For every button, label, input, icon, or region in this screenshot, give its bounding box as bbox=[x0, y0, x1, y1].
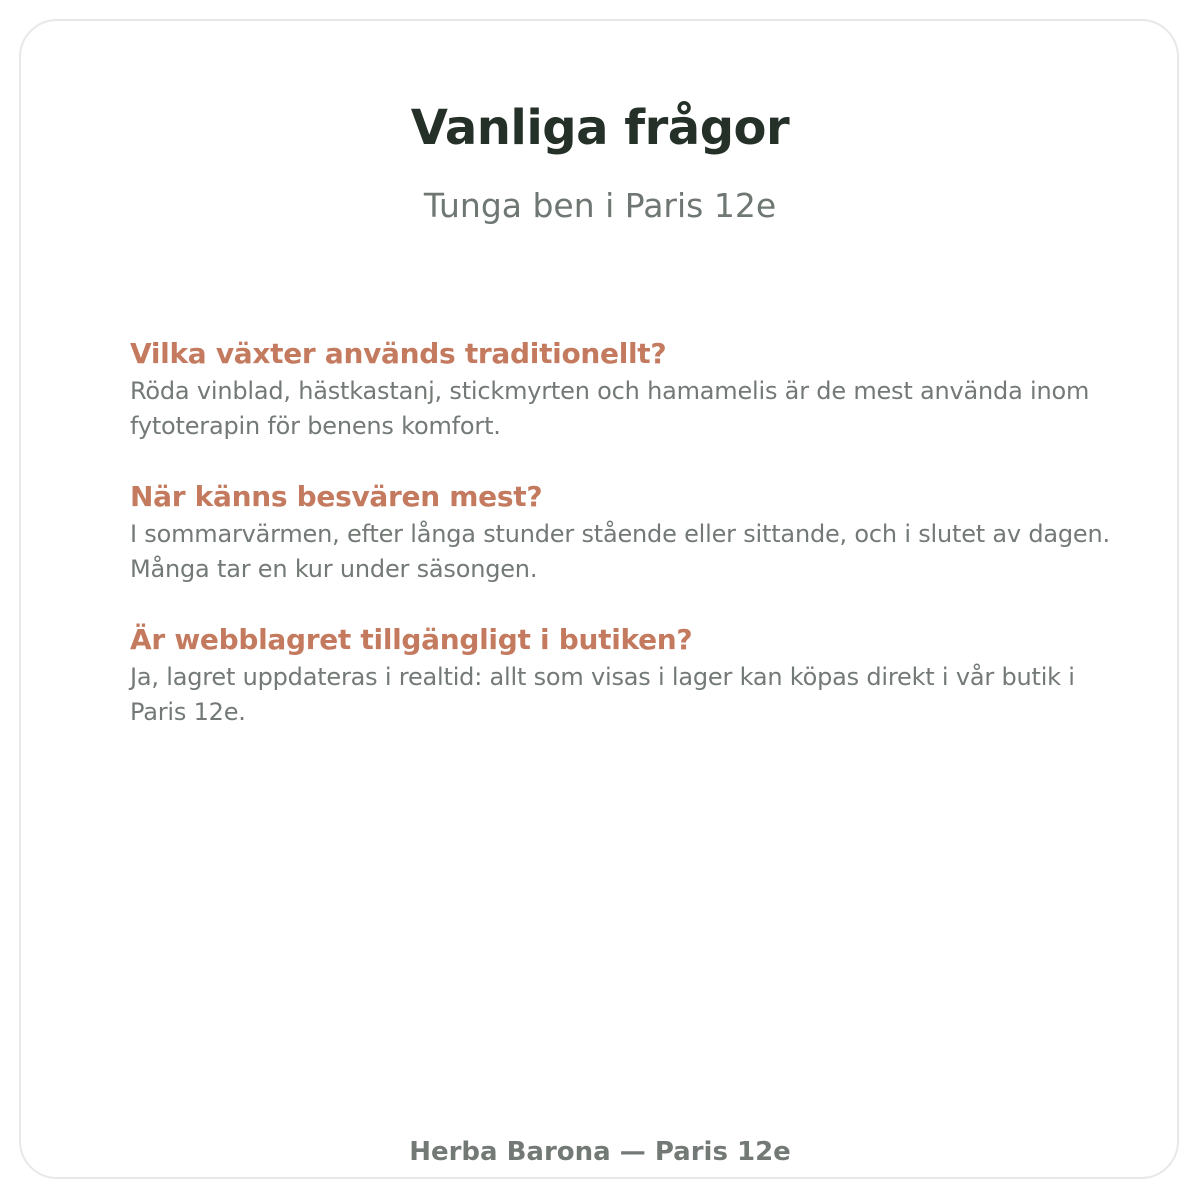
faq-answer: I sommarvärmen, efter långa stunder stående eller sittande, och i slutet av dagen. Många tar en kur under säsongen. bbox=[130, 520, 1110, 583]
page-title: Vanliga frågor bbox=[410, 100, 790, 156]
faq-question: När känns besvären mest? bbox=[130, 480, 543, 513]
faq-item-symptoms bbox=[130, 477, 1120, 587]
faq-list bbox=[130, 334, 1120, 763]
page-subtitle: Tunga ben i Paris 12e bbox=[423, 186, 777, 225]
faq-question: Vilka växter används traditionellt? bbox=[130, 337, 667, 370]
faq-item-stock bbox=[130, 620, 1120, 730]
faq-item-plants bbox=[130, 334, 1120, 444]
faq-answer: Ja, lagret uppdateras i realtid: allt som visas i lager kan köpas direkt i vår butik i Paris 12e. bbox=[130, 663, 1075, 726]
faq-answer: Röda vinblad, hästkastanj, stickmyrten och hamamelis är de mest använda inom fytoterapin för benens komfort. bbox=[130, 377, 1090, 440]
footer-brand: Herba Barona — Paris 12e bbox=[409, 1137, 791, 1167]
faq-question: Är webblagret tillgängligt i butiken? bbox=[130, 623, 693, 656]
